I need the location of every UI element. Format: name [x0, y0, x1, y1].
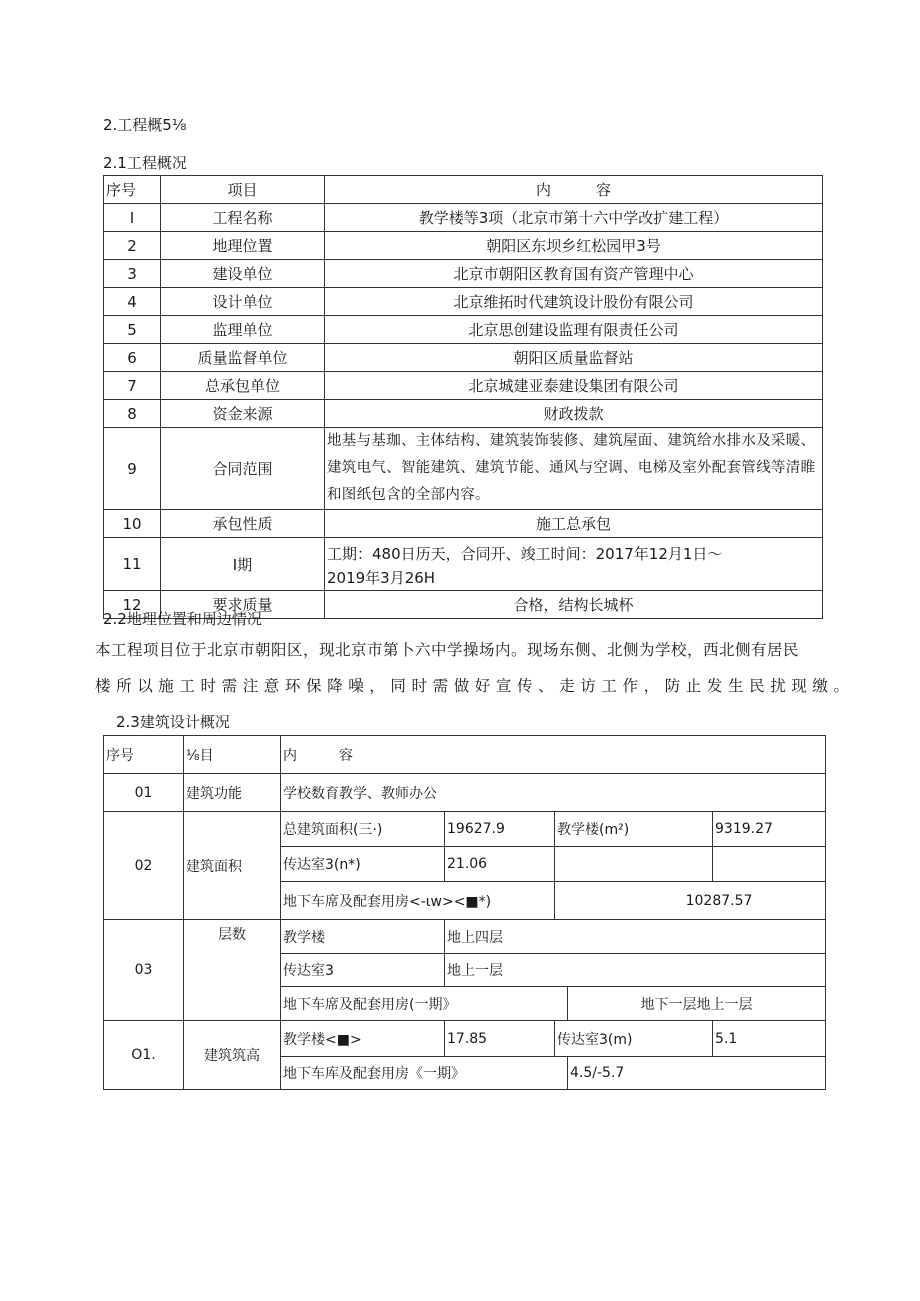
project-overview-table	[103, 175, 823, 619]
row-no: 7	[104, 372, 161, 400]
empty-cell	[555, 847, 713, 882]
row-item: 建筑筑高	[184, 1021, 281, 1090]
table-row	[104, 232, 823, 260]
garage-floors-value: 地下一层地上一层	[568, 987, 826, 1021]
table-row	[104, 812, 826, 847]
row-item: 建筑功能	[184, 774, 281, 812]
row-no: 10	[104, 510, 161, 538]
row-no: 03	[104, 920, 184, 1021]
header-content: 内 容	[281, 736, 826, 774]
row-content: 朝阳区质量监督站	[325, 344, 823, 372]
row-content: 合格，结构长城杯	[325, 591, 823, 619]
header-content: 内 容	[325, 176, 823, 204]
location-paragraph-line-2: 楼所以施工时需注意环保降噪，同时需做好宣传、走访工作，防止发生民扰现缴。	[95, 677, 855, 695]
row-no: 02	[104, 812, 184, 920]
row-no: 12	[104, 591, 161, 619]
location-paragraph-line-1: 本工程项目位于北京市朝阳区，现北京市第卜六中学操场内。现场东侧、北侧为学校，西北侧有居民	[95, 641, 800, 659]
header-no: 序号	[104, 736, 184, 774]
row-no: O1.	[104, 1021, 184, 1090]
row-item: 设计单位	[161, 288, 325, 316]
row-item: 总承包单位	[161, 372, 325, 400]
section-2-heading: 2.工程概5⅛	[103, 116, 187, 134]
table-row	[104, 400, 823, 428]
row-no: 01	[104, 774, 184, 812]
row-item: I期	[161, 538, 325, 591]
row-item: 承包性质	[161, 510, 325, 538]
empty-cell	[713, 847, 826, 882]
row-content	[325, 538, 823, 591]
gatehouse-floors-value: 地上一层	[445, 954, 826, 987]
row-content: 北京城建亚泰建设集团有限公司	[325, 372, 823, 400]
header-no: 序号	[104, 176, 161, 204]
table-row	[104, 538, 823, 591]
row-item: 监理单位	[161, 316, 325, 344]
table-header-row	[104, 176, 823, 204]
row-no: 4	[104, 288, 161, 316]
section-2-3-heading: 2.3建筑设计概况	[116, 713, 230, 731]
total-area-value: 19627.9	[445, 812, 555, 847]
row-no: 9	[104, 428, 161, 510]
table-header-row	[104, 736, 826, 774]
header-item: 项目	[161, 176, 325, 204]
row-no: 3	[104, 260, 161, 288]
table-row	[104, 260, 823, 288]
gatehouse-height-value: 5.1	[713, 1021, 826, 1057]
garage-floors-label: 地下车席及配套用房(一期》	[281, 987, 568, 1021]
row-no: 6	[104, 344, 161, 372]
row-no: 2	[104, 232, 161, 260]
section-2-1-heading: 2.1工程概况	[103, 154, 187, 172]
table-row	[104, 1021, 826, 1057]
total-area-label: 总建筑面积(三·)	[281, 812, 445, 847]
table-row	[104, 204, 823, 232]
garage-area-value: 10287.57	[555, 882, 826, 920]
gatehouse-floors-label: 传达室3	[281, 954, 445, 987]
row-item: 合同范围	[161, 428, 325, 510]
table-row	[104, 372, 823, 400]
row-content: 北京市朝阳区教育国有资产管理中心	[325, 260, 823, 288]
teaching-height-value: 17.85	[445, 1021, 555, 1057]
row-item: 地理位置	[161, 232, 325, 260]
teaching-area-label: 教学楼(m²)	[555, 812, 713, 847]
row-no: 8	[104, 400, 161, 428]
table-row	[104, 344, 823, 372]
row-item: 资金来源	[161, 400, 325, 428]
teaching-floors-label: 教学楼	[281, 920, 445, 954]
row-content: 学校数育教学、教师办公	[281, 774, 826, 812]
gatehouse-height-label: 传达室3(m)	[555, 1021, 713, 1057]
table-row	[104, 920, 826, 954]
row-content: 地基与基珈、主体结构、建筑装饰装修、建筑屋面、建筑给水排水及采暖、建筑电气、智能建筑、建筑节能、通风与空调、电梯及室外配套管线等清睢和图纸包含的全部内容。	[325, 428, 823, 510]
teaching-height-label: 教学楼<■>	[281, 1021, 445, 1057]
garage-area-label: 地下车席及配套用房<-ιw><■*)	[281, 882, 555, 920]
row-item: 建设单位	[161, 260, 325, 288]
gatehouse-area-label: 传达室3(n*)	[281, 847, 445, 882]
row-item: 要求质量	[161, 591, 325, 619]
row-item: 层数	[184, 920, 281, 1021]
row-content: 北京思创建设监理有限责任公司	[325, 316, 823, 344]
row-item: 工程名称	[161, 204, 325, 232]
garage-height-value: 4.5/-5.7	[568, 1057, 826, 1090]
row-no: 5	[104, 316, 161, 344]
table-row	[104, 510, 823, 538]
table-row	[104, 288, 823, 316]
teaching-floors-value: 地上四层	[445, 920, 826, 954]
duration-line-1: 工期：480日历天，合同开、竣工时间：2017年12月1日～	[327, 545, 723, 563]
gatehouse-area-value: 21.06	[445, 847, 555, 882]
teaching-area-value: 9319.27	[713, 812, 826, 847]
row-content: 施工总承包	[325, 510, 823, 538]
table-row	[104, 428, 823, 510]
row-item: 质量监督单位	[161, 344, 325, 372]
table-row	[104, 774, 826, 812]
row-content: 财政拨款	[325, 400, 823, 428]
table-row	[104, 316, 823, 344]
row-content: 朝阳区东坝乡红松园甲3号	[325, 232, 823, 260]
duration-line-2: 2019年3月26H	[327, 569, 436, 587]
row-no: I	[104, 204, 161, 232]
header-item: ⅛目	[184, 736, 281, 774]
architecture-design-table	[103, 735, 826, 1090]
row-content: 北京维拓时代建筑设计股份有限公司	[325, 288, 823, 316]
section-2-2-heading: 2.2地理位置和周边情况	[103, 610, 262, 628]
row-item: 建筑面积	[184, 812, 281, 920]
garage-height-label: 地下车库及配套用房《一期》	[281, 1057, 568, 1090]
row-content: 教学楼等3项（北京市第十六中学改扩建工程）	[325, 204, 823, 232]
row-no: 11	[104, 538, 161, 591]
